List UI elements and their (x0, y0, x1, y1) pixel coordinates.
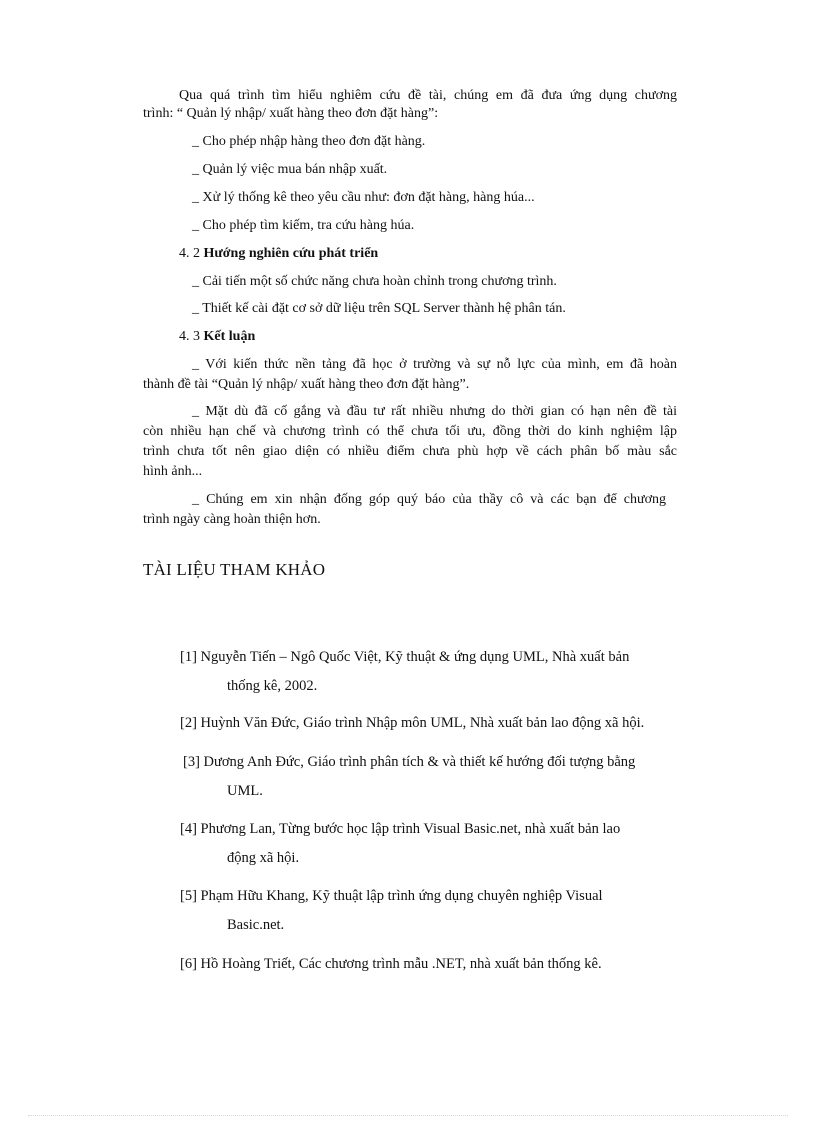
reference-continuation: UML. (227, 783, 263, 799)
reference-text: [5] Phạm Hữu Khang, Kỹ thuật lập trình ứng dụng chuyên nghiệp Visual (180, 888, 603, 904)
reference-text: [2] Huỳnh Văn Đức, Giáo trình Nhập môn UML, Nhà xuất bản lao động xã hội. (180, 715, 645, 731)
intro-line-2: trình: “ Quản lý nhập/ xuất hàng theo đơn đặt hàng”: (143, 106, 439, 121)
conclusion-p2-line-1: _ Mặt dù đã cố gắng và đầu tư rất nhiều nhưng do thời gian có hạn nên đề tài (192, 404, 677, 419)
reference-item (180, 713, 690, 733)
references-title: TÀI LIỆU THAM KHẢO (143, 560, 326, 579)
page-footer-rule (28, 1115, 788, 1116)
conclusion-p2-line-2: còn nhiều hạn chế và chương trình có thể chưa tối ưu, đồng thời do kinh nghiệm lập (143, 424, 677, 439)
reference-item (180, 819, 690, 868)
reference-item (183, 752, 693, 801)
conclusion-p1-line-1: _ Với kiến thức nền tảng đã học ở trường và sự nỗ lực của mình, em đã hoàn (192, 357, 677, 372)
feature-item: _ Xử lý thống kê theo yêu cầu như: đơn đặt hàng, hàng húa... (192, 190, 535, 205)
conclusion-p3-line-1: _ Chúng em xin nhận đống góp quý báo của thầy cô và các bạn để chương (192, 492, 666, 507)
section-number: 4. 3 (179, 329, 200, 344)
intro-line-1: Qua quá trình tìm hiểu nghiêm cứu đề tài, chúng em đã đưa ứng dụng chương (179, 88, 677, 103)
reference-item (180, 647, 690, 696)
reference-item (180, 886, 690, 935)
reference-continuation: thống kê, 2002. (227, 678, 318, 694)
section-title: Kết luận (203, 329, 256, 344)
section-number: 4. 2 (179, 246, 200, 261)
reference-item (180, 954, 690, 974)
section-title: Hướng nghiên cứu phát triển (203, 246, 379, 261)
reference-text: [1] Nguyễn Tiến – Ngô Quốc Việt, Kỹ thuật & ứng dụng UML, Nhà xuất bản (180, 649, 630, 665)
development-item: _ Thiết kế cài đặt cơ sở dữ liệu trên SQL Server thành hệ phân tán. (192, 301, 566, 316)
conclusion-p2-line-4: hình ảnh... (143, 464, 203, 479)
conclusion-p1-line-2: thành đề tài “Quản lý nhập/ xuất hàng theo đơn đặt hàng”. (143, 377, 470, 392)
reference-continuation: động xã hội. (227, 850, 300, 866)
feature-item: _ Cho phép tìm kiếm, tra cứu hàng húa. (192, 218, 415, 233)
section-heading-4-3 (179, 327, 255, 347)
conclusion-p3-line-2: trình ngày càng hoàn thiện hơn. (143, 512, 321, 527)
reference-text: [3] Dương Anh Đức, Giáo trình phân tích & và thiết kế hướng đối tượng bằng (183, 754, 636, 770)
conclusion-p2-line-3: trình chưa tốt nên giao diện có nhiều điểm chưa phù hợp về cách phân bố màu sắc (143, 444, 677, 459)
feature-item: _ Quản lý việc mua bán nhập xuất. (192, 162, 388, 177)
feature-item: _ Cho phép nhập hàng theo đơn đặt hàng. (192, 134, 426, 149)
development-item: _ Cải tiến một số chức năng chưa hoàn chỉnh trong chương trình. (192, 274, 557, 289)
section-heading-4-2 (179, 244, 378, 264)
reference-text: [6] Hồ Hoàng Triết, Các chương trình mẫu .NET, nhà xuất bản thống kê. (180, 956, 602, 972)
reference-continuation: Basic.net. (227, 917, 285, 933)
reference-text: [4] Phương Lan, Từng bước học lập trình Visual Basic.net, nhà xuất bản lao (180, 821, 621, 837)
